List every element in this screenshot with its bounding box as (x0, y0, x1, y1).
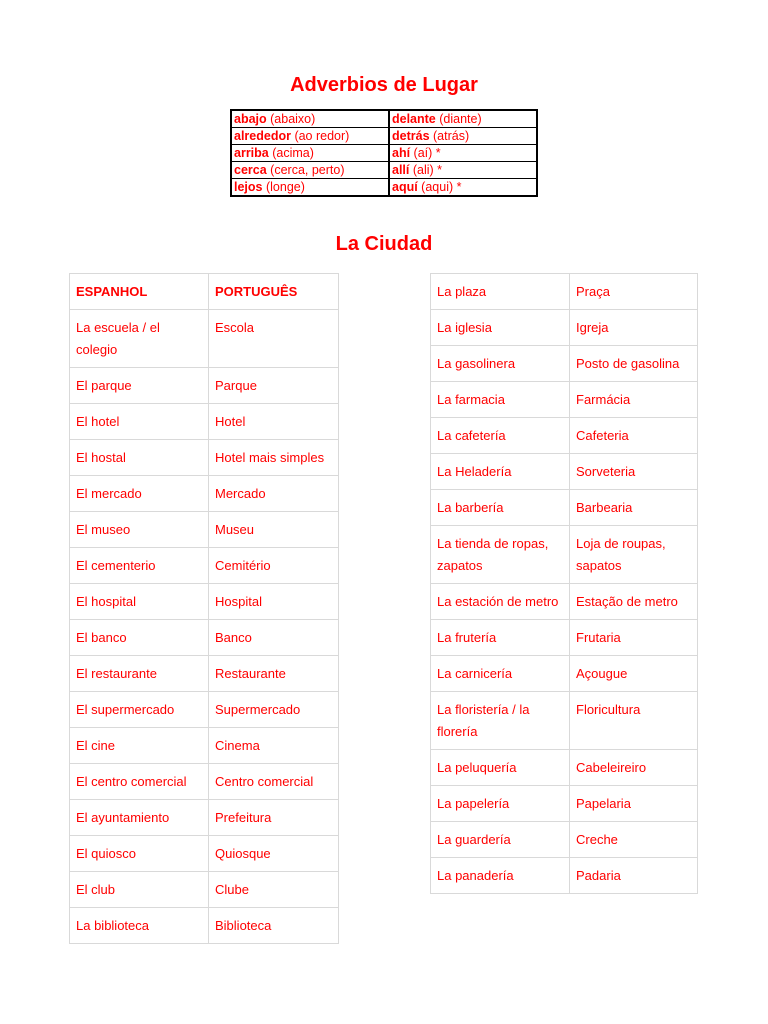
cell-espanhol: La iglesia (431, 310, 570, 346)
adverbio-translation: (ao redor) (290, 129, 350, 143)
table-row (431, 346, 698, 382)
adverbio-cell (231, 128, 389, 145)
cell-espanhol: El restaurante (70, 656, 209, 692)
adverbio-term: lejos (234, 180, 263, 194)
table-row (431, 620, 698, 656)
cell-espanhol: La guardería (431, 822, 570, 858)
table-row (70, 512, 339, 548)
cell-espanhol: El hospital (70, 584, 209, 620)
cell-espanhol: El centro comercial (70, 764, 209, 800)
adverbio-translation: (ali) * (409, 163, 443, 177)
cell-espanhol: La escuela / el colegio (70, 310, 209, 368)
cell-portugues: Loja de roupas, sapatos (570, 526, 698, 584)
cell-portugues: Biblioteca (209, 908, 339, 944)
cell-espanhol: La farmacia (431, 382, 570, 418)
table-row (70, 310, 339, 368)
cell-portugues: Estação de metro (570, 584, 698, 620)
table-row (70, 872, 339, 908)
cell-portugues: Clube (209, 872, 339, 908)
cell-portugues: Escola (209, 310, 339, 368)
table-row (70, 800, 339, 836)
table-row (70, 728, 339, 764)
cell-portugues: Papelaria (570, 786, 698, 822)
adverbio-translation: (abaixo) (266, 112, 316, 126)
table-row (431, 858, 698, 894)
adverbio-cell (389, 128, 537, 145)
ciudad-table-right (430, 273, 698, 894)
header-espanhol: ESPANHOL (70, 274, 209, 310)
adverbio-term: cerca (234, 163, 267, 177)
adverbio-row (231, 145, 537, 162)
table-row (70, 476, 339, 512)
adverbio-translation: (longe) (262, 180, 305, 194)
cell-portugues: Açougue (570, 656, 698, 692)
table-header-row (70, 274, 339, 310)
cell-espanhol: La panadería (431, 858, 570, 894)
cell-espanhol: El museo (70, 512, 209, 548)
cell-portugues: Creche (570, 822, 698, 858)
table-row (70, 764, 339, 800)
table-row (431, 656, 698, 692)
adverbio-term: detrás (392, 129, 430, 143)
table-row (431, 310, 698, 346)
adverbio-translation: (aí) * (410, 146, 441, 160)
cell-espanhol: La gasolinera (431, 346, 570, 382)
cell-portugues: Igreja (570, 310, 698, 346)
adverbio-cell (389, 162, 537, 179)
cell-espanhol: El supermercado (70, 692, 209, 728)
adverbio-cell (231, 110, 389, 128)
adverbio-row (231, 128, 537, 145)
cell-espanhol: El banco (70, 620, 209, 656)
cell-portugues: Centro comercial (209, 764, 339, 800)
cell-portugues: Cafeteria (570, 418, 698, 454)
table-row (431, 584, 698, 620)
adverbio-cell (389, 110, 537, 128)
table-row (431, 526, 698, 584)
cell-portugues: Hotel (209, 404, 339, 440)
table-row (431, 454, 698, 490)
table-row (70, 656, 339, 692)
cell-espanhol: La cafetería (431, 418, 570, 454)
cell-espanhol: La barbería (431, 490, 570, 526)
adverbio-term: alrededor (234, 129, 291, 143)
cell-portugues: Praça (570, 274, 698, 310)
cell-espanhol: La biblioteca (70, 908, 209, 944)
adverbio-row (231, 179, 537, 197)
cell-espanhol: El cine (70, 728, 209, 764)
adverbio-row (231, 162, 537, 179)
cell-espanhol: La papelería (431, 786, 570, 822)
adverbio-term: ahí (392, 146, 411, 160)
cell-portugues: Prefeitura (209, 800, 339, 836)
table-row (431, 822, 698, 858)
cell-portugues: Museu (209, 512, 339, 548)
cell-espanhol: El parque (70, 368, 209, 404)
cell-espanhol: El cementerio (70, 548, 209, 584)
cell-portugues: Posto de gasolina (570, 346, 698, 382)
cell-portugues: Farmácia (570, 382, 698, 418)
table-row (431, 490, 698, 526)
title-adverbios: Adverbios de Lugar (290, 74, 478, 96)
cell-portugues: Hotel mais simples (209, 440, 339, 476)
adverbio-term: arriba (234, 146, 269, 160)
cell-portugues: Hospital (209, 584, 339, 620)
cell-espanhol: La tienda de ropas, zapatos (431, 526, 570, 584)
adverbio-row (231, 110, 537, 128)
adverbio-term: abajo (234, 112, 267, 126)
table-row (431, 418, 698, 454)
cell-espanhol: La floristería / la florería (431, 692, 570, 750)
table-row (70, 440, 339, 476)
table-row (431, 750, 698, 786)
adverbio-cell (389, 145, 537, 162)
table-row (431, 274, 698, 310)
table-row (70, 620, 339, 656)
cell-portugues: Supermercado (209, 692, 339, 728)
adverbio-translation: (atrás) (429, 129, 470, 143)
adverbio-term: delante (392, 112, 436, 126)
adverbio-translation: (diante) (435, 112, 482, 126)
cell-portugues: Floricultura (570, 692, 698, 750)
table-row (431, 382, 698, 418)
cell-portugues: Cabeleireiro (570, 750, 698, 786)
cell-espanhol: La plaza (431, 274, 570, 310)
table-row (70, 692, 339, 728)
cell-portugues: Cemitério (209, 548, 339, 584)
cell-espanhol: El hotel (70, 404, 209, 440)
table-row (431, 786, 698, 822)
adverbio-cell (231, 162, 389, 179)
table-row (70, 836, 339, 872)
cell-portugues: Cinema (209, 728, 339, 764)
cell-portugues: Sorveteria (570, 454, 698, 490)
table-row (70, 908, 339, 944)
adverbio-term: aquí (392, 180, 418, 194)
table-row (431, 692, 698, 750)
cell-portugues: Banco (209, 620, 339, 656)
cell-espanhol: La peluquería (431, 750, 570, 786)
cell-espanhol: La frutería (431, 620, 570, 656)
cell-espanhol: La Heladería (431, 454, 570, 490)
cell-espanhol: La estación de metro (431, 584, 570, 620)
adverbio-cell (231, 179, 389, 197)
cell-portugues: Barbearia (570, 490, 698, 526)
table-row (70, 584, 339, 620)
cell-portugues: Mercado (209, 476, 339, 512)
table-row (70, 548, 339, 584)
adverbio-translation: (cerca, perto) (266, 163, 345, 177)
cell-portugues: Padaria (570, 858, 698, 894)
cell-espanhol: El hostal (70, 440, 209, 476)
cell-portugues: Quiosque (209, 836, 339, 872)
cell-portugues: Parque (209, 368, 339, 404)
title-ciudad: La Ciudad (335, 233, 433, 255)
adverbios-table (230, 109, 538, 197)
cell-espanhol: El club (70, 872, 209, 908)
adverbio-translation: (aqui) * (417, 180, 462, 194)
cell-espanhol: El quiosco (70, 836, 209, 872)
adverbio-term: allí (392, 163, 410, 177)
cell-portugues: Restaurante (209, 656, 339, 692)
adverbio-cell (389, 179, 537, 197)
adverbio-translation: (acima) (268, 146, 314, 160)
cell-portugues: Frutaria (570, 620, 698, 656)
table-row (70, 404, 339, 440)
cell-espanhol: El ayuntamiento (70, 800, 209, 836)
adverbio-cell (231, 145, 389, 162)
table-row (70, 368, 339, 404)
header-portugues: PORTUGUÊS (209, 274, 339, 310)
cell-espanhol: La carnicería (431, 656, 570, 692)
cell-espanhol: El mercado (70, 476, 209, 512)
ciudad-table-left (69, 273, 339, 944)
